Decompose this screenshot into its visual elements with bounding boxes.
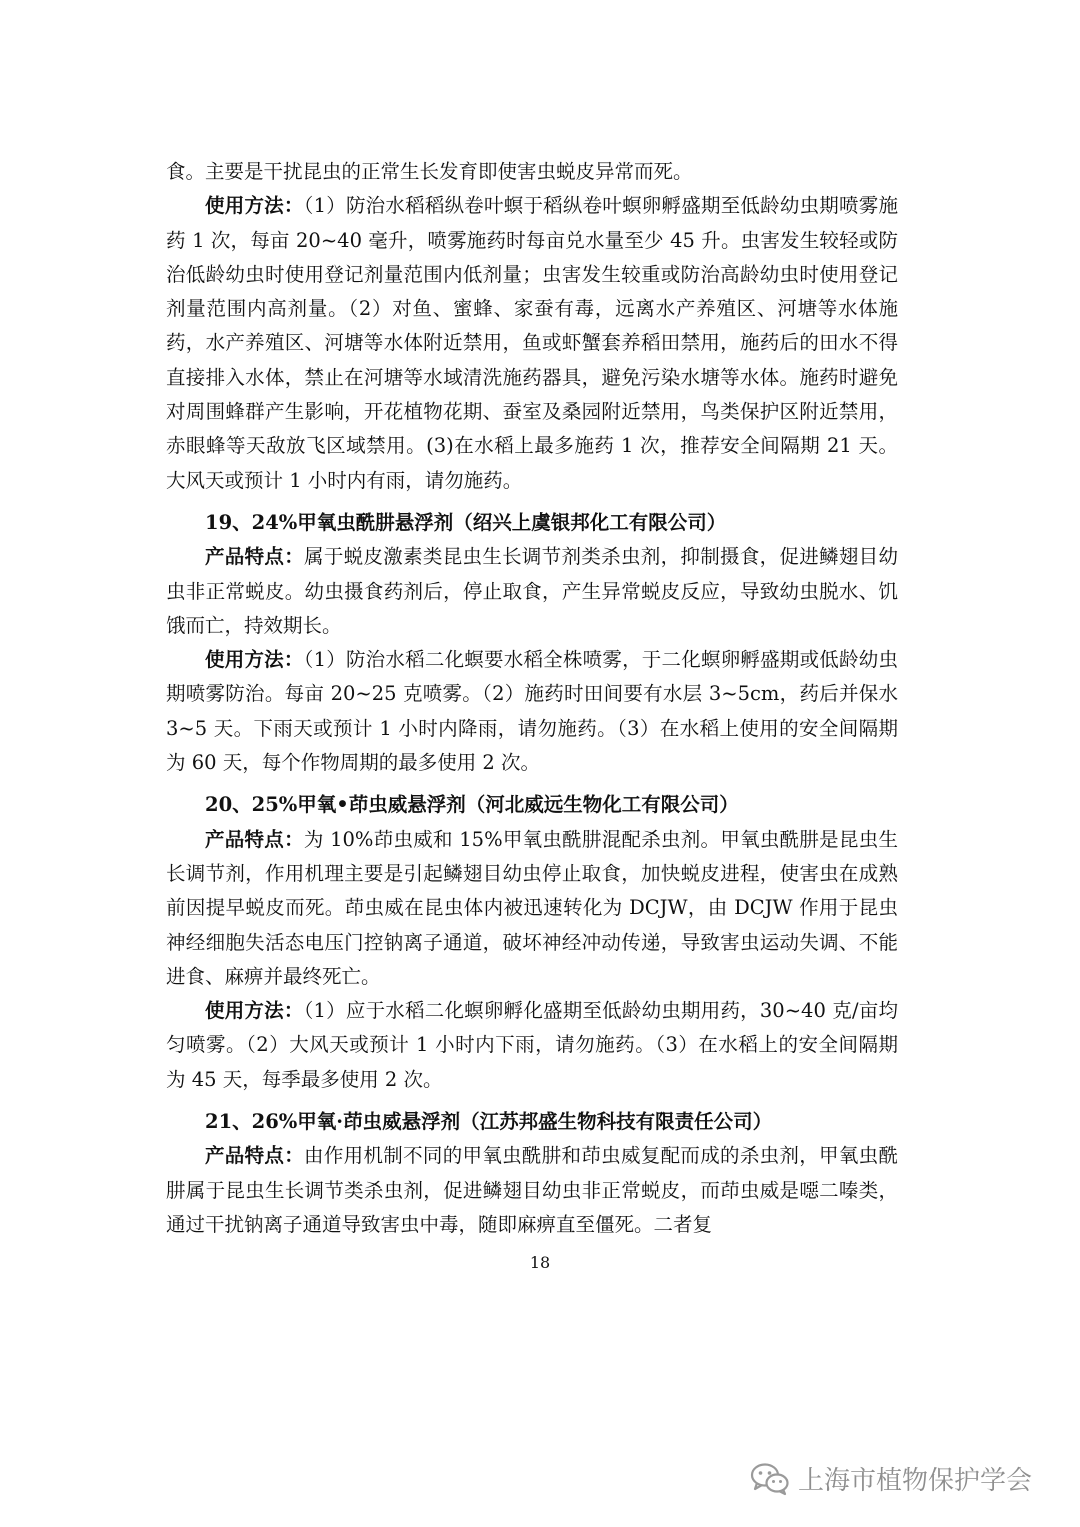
paragraph-text: （1）应于水稻二化螟卵孵化盛期至低龄幼虫期用药，30~40 克/亩均匀喷雾。（2）大风天或预计 1 小时内下雨，请勿施药。（3）在水稻上的安全间隔期为 45 天，每季最多使用 2 次。 xyxy=(166,999,898,1091)
features-paragraph-19 xyxy=(166,540,898,643)
usage-paragraph-19 xyxy=(166,643,898,780)
watermark-text: 上海市植物保护学会 xyxy=(798,1466,1033,1496)
paragraph-label: 产品特点： xyxy=(205,1144,305,1168)
page-number: 18 xyxy=(529,1253,551,1272)
section-heading-21: 21、26%甲氧·茚虫威悬浮剂（江苏邦盛生物科技有限责任公司） xyxy=(205,1110,773,1134)
paragraph-text: （1）防治水稻稻纵卷叶螟于稻纵卷叶螟卵孵盛期至低龄幼虫期喷雾施药 1 次，每亩 20~40 毫升，喷雾施药时每亩兑水量至少 45 升。虫害发生较轻或防治低龄幼虫时使用登记剂量范围内低剂量；虫害发生较重或防治高龄幼虫时使用登记剂量范围内高剂量。（2）对鱼、蜜蜂、家蚕有毒，远离水产养殖区、河塘等水体施药，水产养殖区、河塘等水体附近禁用，鱼或虾蟹套养稻田禁用，施药后的田水不得直接排入水体，禁止在河塘等水域清洗施药器具，避免污染水塘等水体。施药时避免对周围蜂群产生影响，开花植物花期、蚕室及桑园附近禁用，鸟类保护区附近禁用，赤眼蜂等天敌放飞区域禁用。(3)在水稻上最多施药 1 次，推荐安全间隔期 21 天。大风天或预计 1 小时内有雨，请勿施药。 xyxy=(166,194,898,492)
features-paragraph-20 xyxy=(166,823,898,994)
paragraph-text: 为 10%茚虫威和 15%甲氧虫酰肼混配杀虫剂。甲氧虫酰肼是昆虫生长调节剂，作用机理主要是引起鳞翅目幼虫停止取食，加快蜕皮进程，使害虫在成熟前因提早蜕皮而死。茚虫威在昆虫体内被迅速转化为 DCJW，由 DCJW 作用于昆虫神经细胞失活态电压门控钠离子通道，破坏神经冲动传递，导致害虫运动失调、不能进食、麻痹并最终死亡。 xyxy=(166,827,898,988)
paragraph-text: 由作用机制不同的甲氧虫酰肼和茚虫威复配而成的杀虫剂，甲氧虫酰肼属于昆虫生长调节类杀虫剂，促进鳞翅目幼虫非正常蜕皮，而茚虫威是噁二嗪类，通过干扰钠离子通道导致害虫中毒，随即麻痹直至僵死。二者复 xyxy=(166,1144,898,1236)
paragraph-text: 属于蜕皮激素类昆虫生长调节剂类杀虫剂，抑制摄食，促进鳞翅目幼虫非正常蜕皮。幼虫摄食药剂后，停止取食，产生异常蜕皮反应，导致幼虫脱水、饥饿而亡，持效期长。 xyxy=(166,545,898,637)
paragraph-text: （1）防治水稻二化螟要水稻全株喷雾，于二化螟卵孵盛期或低龄幼虫期喷雾防治。每亩 20~25 克喷雾。（2）施药时田间要有水层 3~5cm，药后并保水 3~5 天。下雨天或预计 1 小时内降雨，请勿施药。（3）在水稻上使用的安全间隔期为 60 天，每个作物周期的最多使用 2 次。 xyxy=(166,648,898,775)
paragraph-label: 使用方法： xyxy=(205,648,304,672)
paragraph-label: 使用方法： xyxy=(205,999,304,1023)
paragraph-label: 产品特点： xyxy=(205,545,305,569)
usage-paragraph-20 xyxy=(166,994,898,1097)
wechat-icon xyxy=(750,1462,790,1496)
paragraph-label: 使用方法： xyxy=(205,194,304,218)
features-paragraph-21 xyxy=(166,1139,898,1242)
watermark xyxy=(750,1460,1032,1497)
paragraph-label: 产品特点： xyxy=(205,827,304,851)
usage-paragraph-18 xyxy=(166,189,898,498)
section-heading-19: 19、24%甲氧虫酰肼悬浮剂（绍兴上虞银邦化工有限公司） xyxy=(205,510,727,534)
document-body xyxy=(166,155,898,1242)
paragraph-continuation: 食。主要是干扰昆虫的正常生长发育即使害虫蜕皮异常而死。 xyxy=(166,160,693,183)
section-heading-20: 20、25%甲氧•茚虫威悬浮剂（河北威远生物化工有限公司） xyxy=(205,793,739,817)
